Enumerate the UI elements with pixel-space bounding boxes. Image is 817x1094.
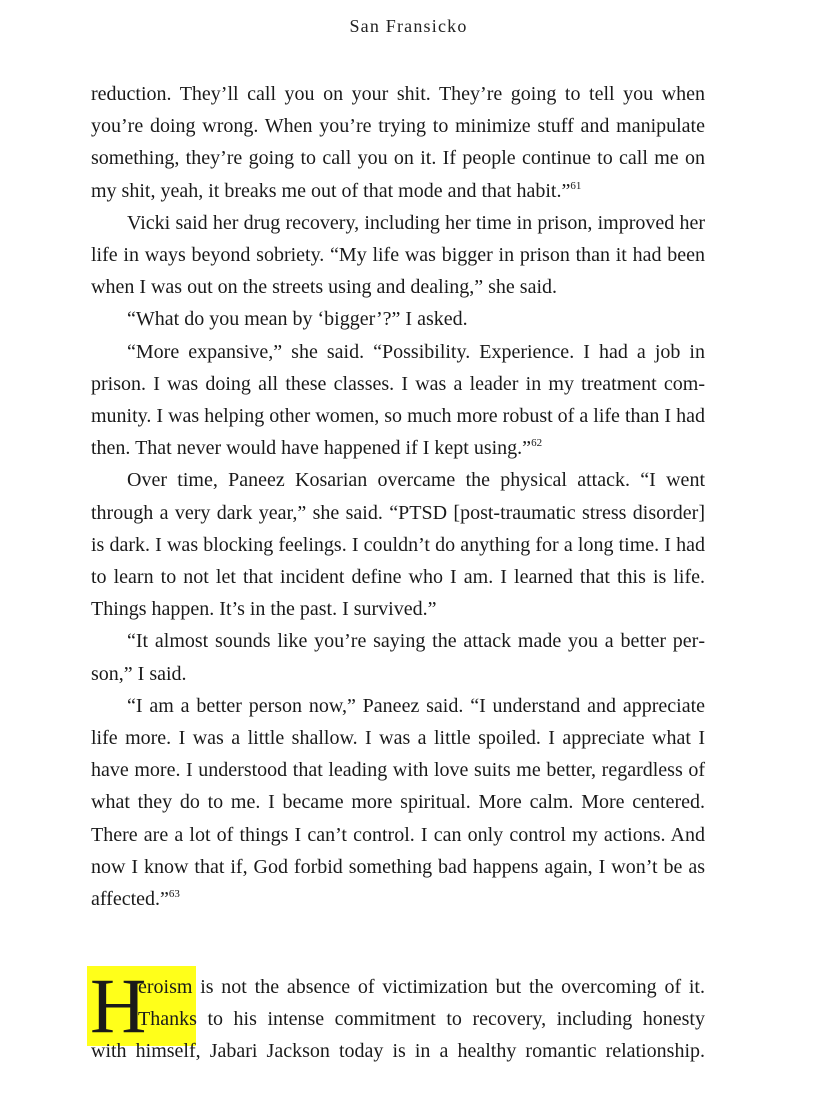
- endnote-61: 61: [570, 179, 582, 192]
- section-line-2-text: Thanks to his intense commitment to recovery, including honesty: [138, 1008, 705, 1030]
- endnote-63: 63: [168, 888, 180, 901]
- drop-cap: H: [90, 962, 147, 1049]
- running-head: San Fransicko: [349, 16, 468, 36]
- paragraph-7: [91, 690, 705, 915]
- paragraph-7-text: “I am a better person now,” Paneez said. “I understand and appreciate life more. I was a little shallow. I was a little spoiled. I appreciate what I have more. I understood that leading with love suits me better, regardless of what they do to me. I became more spiritual. More calm. More centered. There are a lot of things I can’t control. I can only control my actions. And now I know that if, God forbid something bad happens again, I won’t be as affected.”: [91, 694, 705, 911]
- endnote-62: 62: [531, 437, 543, 450]
- paragraph-3: [91, 303, 705, 335]
- section-line-3-text: with himself, Jabari Jackson today is in a healthy romantic relationship.: [91, 1040, 705, 1062]
- section-line-2: [91, 1008, 705, 1031]
- section-line-1: [91, 976, 705, 999]
- paragraph-1: [91, 78, 705, 207]
- paragraph-6: [91, 625, 705, 689]
- section-line-3: [91, 1040, 705, 1063]
- paragraph-5-text: Over time, Paneez Kosarian overcame the physical attack. “I went through a very dark year,” she said. “PTSD [post-traumatic stress disorder] is dark. I was blocking feelings. I couldn’t do anything for a long time. I had to learn to not let that incident define who I am. I learned that this is life. Things happen. It’s in the past. I survived.”: [91, 469, 705, 621]
- paragraph-4-text: “More expansive,” she said. “Possibility. Experience. I had a job in prison. I was doing all these classes. I was a leader in my treatment community. I was helping other women, so much more robust of a life than I had then. That never would have happened if I kept using.”: [91, 340, 705, 460]
- paragraph-3-text: “What do you mean by ‘bigger’?” I asked.: [127, 308, 468, 331]
- paragraph-4: [91, 336, 705, 465]
- paragraph-6-text: “It almost sounds like you’re saying the attack made you a better person,” I said.: [91, 630, 705, 685]
- paragraph-2-text: Vicki said her drug recovery, including her time in prison, improved her life in ways beyond sobriety. “My life was bigger in prison than it had been when I was out on the streets using and dealing,” she said.: [91, 211, 705, 299]
- paragraph-1-text: reduction. They’ll call you on your shit. They’re going to tell you when you’re doing wrong. When you’re trying to minimize stuff and manipulate something, they’re going to call you on it. If people continue to call me on my shit, yeah, it breaks me out of that mode and that habit.”: [91, 83, 705, 202]
- section-line-1-text: eroism is not the absence of victimization but the overcoming of it.: [138, 976, 705, 998]
- body-text: [91, 78, 705, 915]
- paragraph-5: [91, 464, 705, 625]
- paragraph-2: [91, 207, 705, 304]
